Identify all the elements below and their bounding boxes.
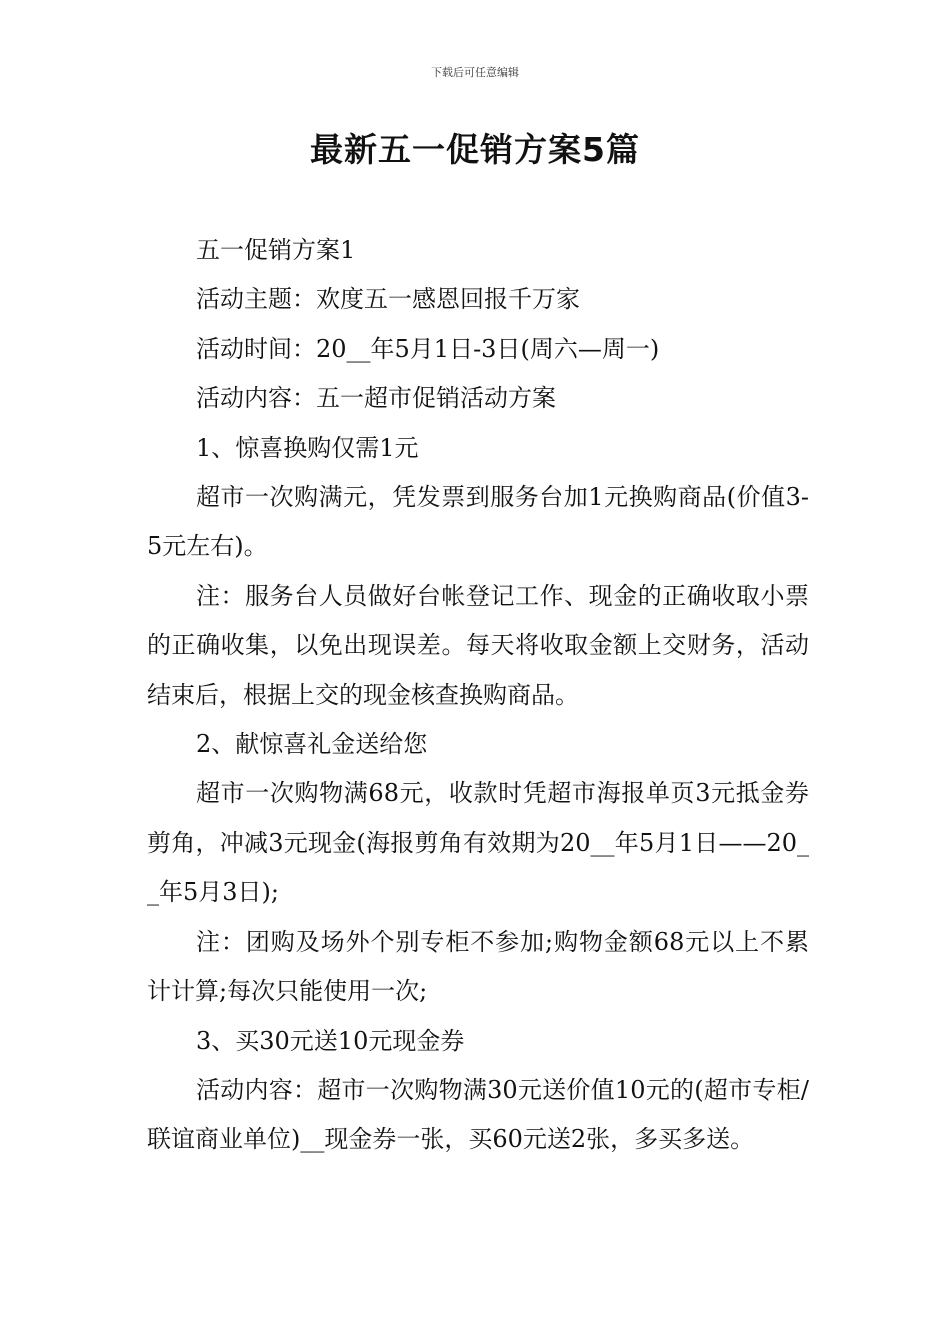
note-paragraph: 注：团购及场外个别专柜不参加;购物金额68元以上不累计计算;每次只能使用一次;	[147, 927, 809, 1006]
note-paragraph: 注：服务台人员做好台帐登记工作、现金的正确收取小票的正确收集，以免出现误差。每天将收取金额上交财务，活动结束后，根据上交的现金核查换购商品。	[147, 581, 809, 709]
paragraph: 超市一次购满元，凭发票到服务台加1元换购商品(价值3-5元左右)。	[147, 483, 809, 561]
item-heading-3: 3、买30元送10元现金券	[196, 1026, 465, 1055]
item-heading-2: 2、献惊喜礼金送给您	[196, 730, 428, 759]
activity-content: 活动内容：五一超市促销活动方案	[196, 384, 556, 413]
document-body	[147, 226, 809, 1165]
activity-theme: 活动主题：欢度五一感恩回报千万家	[196, 285, 580, 314]
section-heading: 五一促销方案1	[196, 236, 356, 264]
paragraph: 活动内容：超市一次购物满30元送价值10元的(超市专柜/联谊商业单位)__现金券一张，买60元送2张，多买多送。	[147, 1075, 809, 1154]
document-title: 最新五一促销方案5篇	[310, 130, 640, 169]
paragraph: 超市一次购物满68元，收款时凭超市海报单页3元抵金券剪角，冲减3元现金(海报剪角有效期为20__年5月1日——20__年5月3日);	[147, 779, 809, 907]
item-heading-1: 1、惊喜换购仅需1元	[196, 433, 419, 462]
activity-time: 活动时间：20__年5月1日-3日(周六—周一)	[196, 334, 660, 363]
header-note: 下载后可任意编辑	[431, 66, 519, 79]
